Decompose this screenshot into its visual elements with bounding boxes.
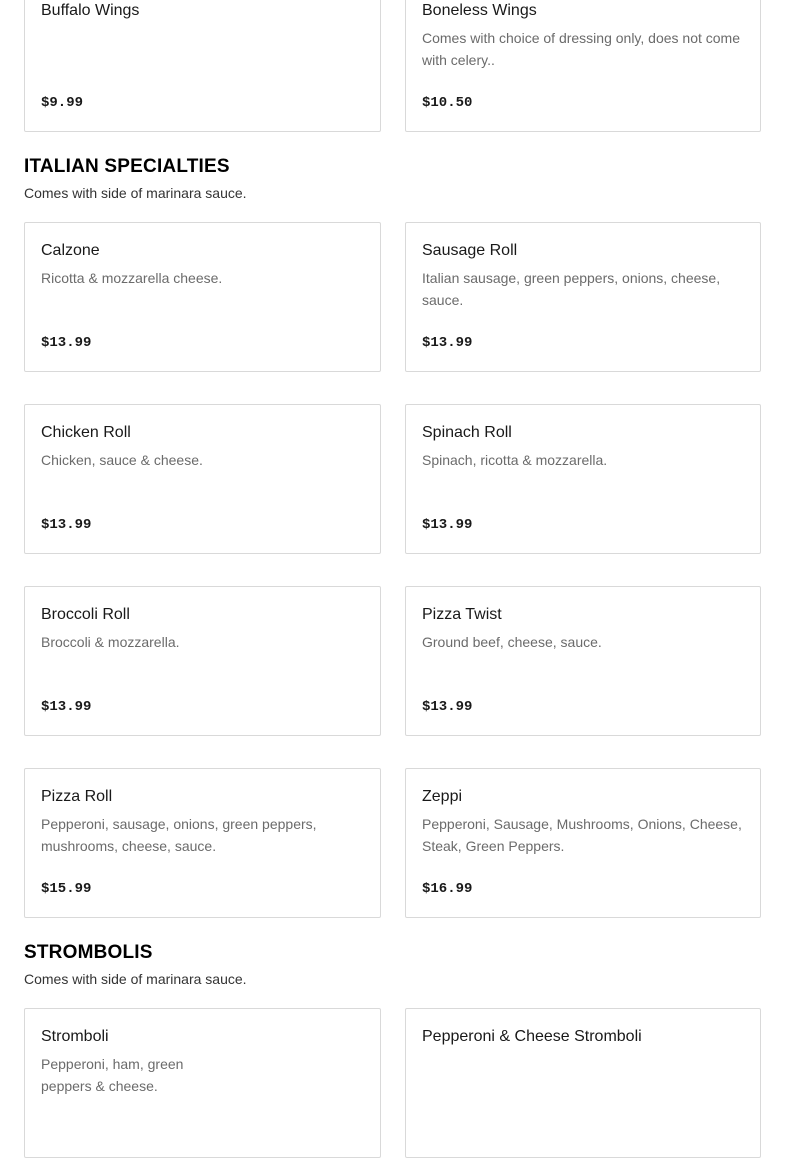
menu-item-card[interactable] xyxy=(24,222,381,372)
stromboli-items xyxy=(24,1008,761,1158)
menu-item-description: Comes with choice of dressing only, does not come with celery.. xyxy=(422,30,741,68)
menu-item-card[interactable] xyxy=(24,586,381,736)
menu-item-card[interactable] xyxy=(405,222,761,372)
menu-item-name: Chicken Roll xyxy=(41,424,131,441)
menu-item-card[interactable] xyxy=(24,768,381,918)
menu-item-price: $9.99 xyxy=(41,95,84,111)
menu-item-name: Zeppi xyxy=(422,788,463,805)
menu-item-price: $13.99 xyxy=(422,699,473,715)
menu-item-card[interactable] xyxy=(405,768,761,918)
menu-item-price: $16.99 xyxy=(422,881,473,897)
menu-item-description: Pepperoni, Sausage, Mushrooms, Onions, Cheese, Steak, Green Peppers. xyxy=(422,816,742,854)
menu-item-price: $10.50 xyxy=(422,95,473,111)
menu-item-name: Boneless Wings xyxy=(422,2,537,19)
section-title: STROMBOLIS xyxy=(24,942,153,963)
menu-item-card[interactable] xyxy=(24,0,381,132)
menu-item-description: Spinach, ricotta & mozzarella. xyxy=(422,452,608,468)
section-subtitle: Comes with side of marinara sauce. xyxy=(24,971,247,987)
menu-item-price: $13.99 xyxy=(422,335,473,351)
menu-item-description: Italian sausage, green peppers, onions, cheese, sauce. xyxy=(422,270,721,308)
menu-item-description: Pepperoni, ham, green peppers & cheese. xyxy=(41,1056,184,1094)
menu-item-card[interactable] xyxy=(405,586,761,736)
menu-item-description: Broccoli & mozzarella. xyxy=(41,634,180,650)
menu-item-card[interactable] xyxy=(405,1008,761,1158)
menu-item-price: $13.99 xyxy=(41,517,92,533)
menu-item-name: Calzone xyxy=(41,242,100,259)
menu-item-card[interactable] xyxy=(24,1008,381,1158)
menu-item-name: Stromboli xyxy=(41,1028,109,1045)
wings-items xyxy=(24,0,761,132)
section-header-italian xyxy=(24,155,761,203)
menu-item-name: Pizza Roll xyxy=(41,788,113,805)
menu-item-price: $13.99 xyxy=(41,335,92,351)
menu-item-name: Broccoli Roll xyxy=(41,606,130,623)
menu-item-card[interactable] xyxy=(405,0,761,132)
menu-item-name: Buffalo Wings xyxy=(41,2,140,19)
menu-item-name: Pepperoni & Cheese Stromboli xyxy=(422,1028,642,1045)
menu-item-price: $13.99 xyxy=(422,517,473,533)
section-title: ITALIAN SPECIALTIES xyxy=(24,156,230,177)
menu-item-description: Ricotta & mozzarella cheese. xyxy=(41,270,223,286)
menu-item-card[interactable] xyxy=(24,404,381,554)
menu-item-description: Ground beef, cheese, sauce. xyxy=(422,634,602,650)
menu-item-name: Pizza Twist xyxy=(422,606,502,623)
menu-item-price: $15.99 xyxy=(41,881,92,897)
italian-items xyxy=(24,222,761,918)
menu-item-description: Chicken, sauce & cheese. xyxy=(41,452,203,468)
menu-item-name: Spinach Roll xyxy=(422,424,512,441)
menu-item-price: $13.99 xyxy=(41,699,92,715)
menu-item-description: Pepperoni, sausage, onions, green peppers, mushrooms, cheese, sauce. xyxy=(41,816,317,854)
menu-item-name: Sausage Roll xyxy=(422,242,518,259)
section-subtitle: Comes with side of marinara sauce. xyxy=(24,185,247,201)
menu-item-card[interactable] xyxy=(405,404,761,554)
section-header-strombolis xyxy=(24,941,761,989)
